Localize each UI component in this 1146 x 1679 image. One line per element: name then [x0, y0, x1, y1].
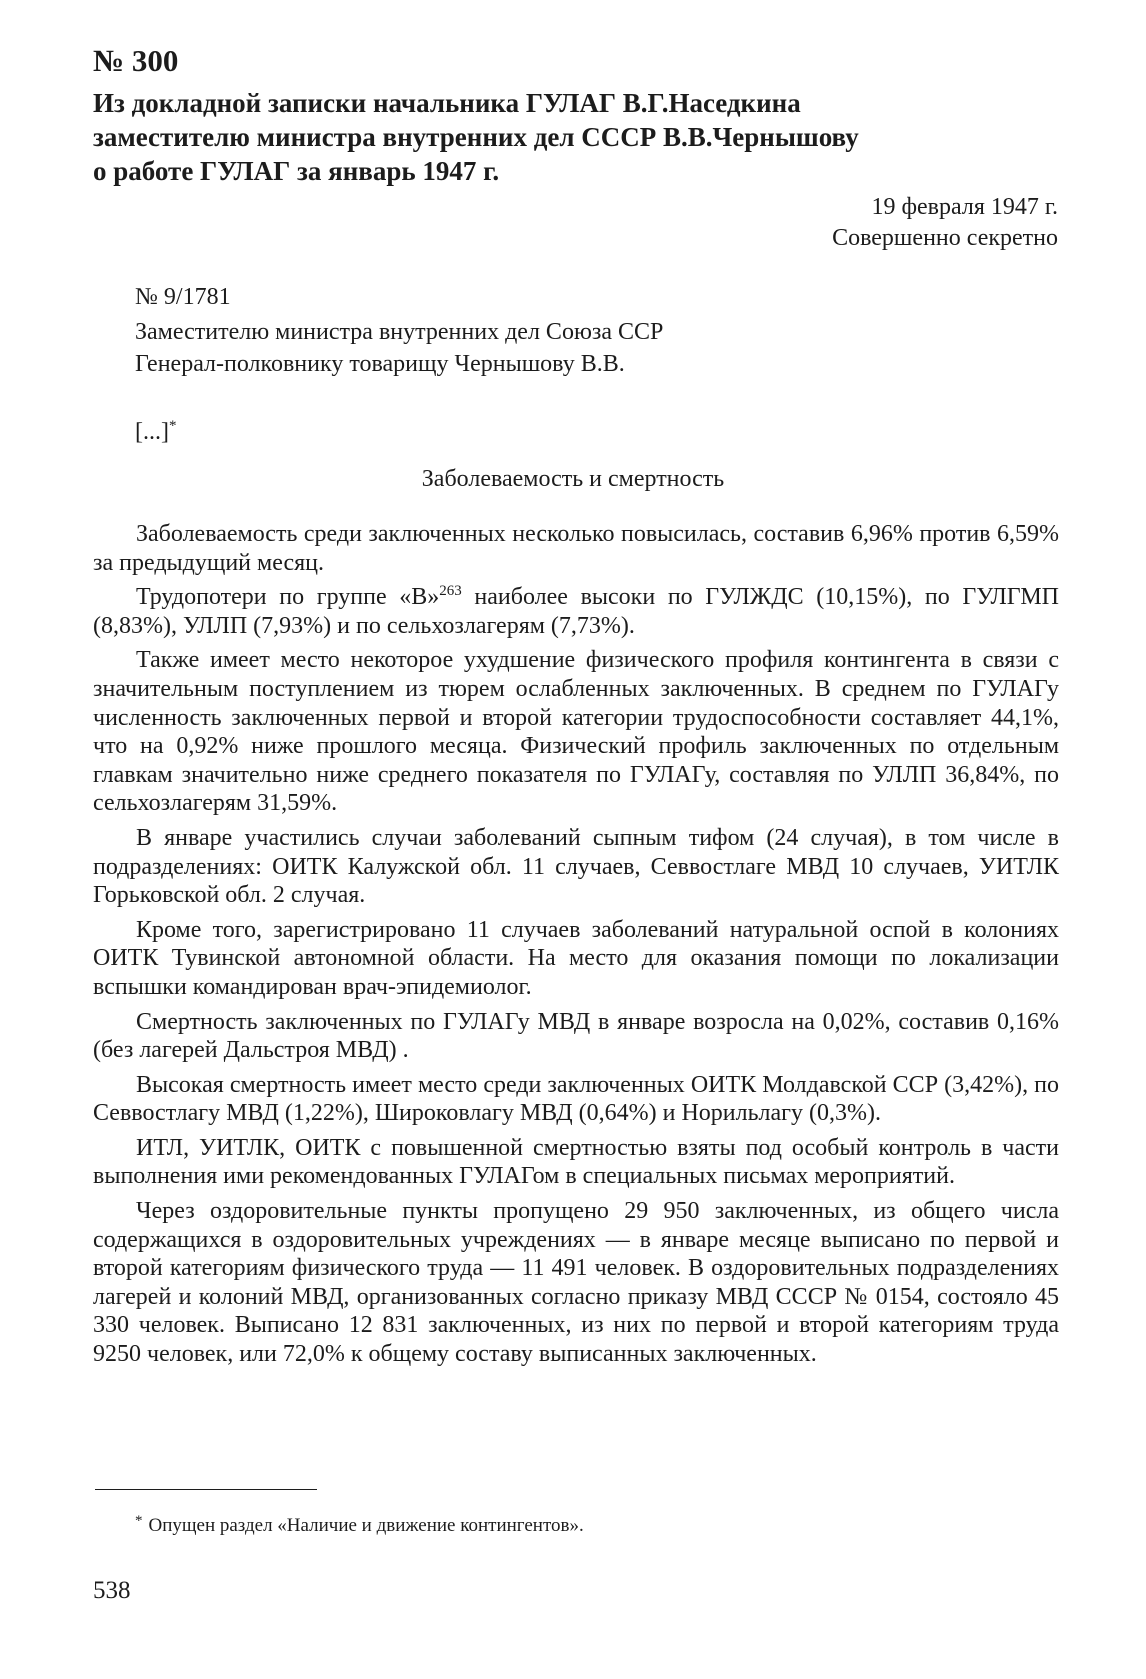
- date-block: [832, 192, 1058, 254]
- paragraph: Смертность заключенных по ГУЛАГу МВД в январе возросла на 0,02%, составив 0,16% (без лагерей Дальстроя МВД) .: [93, 1008, 1059, 1064]
- document-title: [93, 86, 973, 188]
- omission-footnote-ref: *: [168, 418, 177, 434]
- paragraph: [93, 583, 1059, 640]
- footnote-mark: *: [135, 1513, 143, 1529]
- addressee-line: Заместителю министра внутренних дел Союза ССР: [135, 319, 664, 345]
- paragraph: Через оздоровительные пункты пропущено 29 950 заключенных, из общего числа содержащихся в оздоровительных учреждениях — в январе месяце выписано по первой и второй категориям физического труда — 11 491 человек. В оздоровительных подразделениях лагерей и колоний МВД, организованных согласно приказу МВД СССР № 0154, состояло 45 330 человек. Выписано 12 831 заключенных, из них по первой и второй категориям труда 9250 человек, или 72,0% к общему составу выписанных заключенных.: [93, 1198, 1059, 1368]
- paragraph: Также имеет место некоторое ухудшение физического профиля контингента в связи с значительным поступлением из тюрем ослабленных заключенных. В среднем по ГУЛАГу численность заключенных первой и второй категории трудоспособности составляет 44,1%, что на 0,92% ниже прошлого месяца. Физический профиль заключенных по отдельным главкам значительно ниже среднего показателя по ГУЛАГу, составляя по УЛЛП 36,84%, по сельхозлагерям 31,59%.: [93, 647, 1059, 817]
- paragraph: ИТЛ, УИТЛК, ОИТК с повышенной смертностью взяты под особый контроль в части выполнения ими рекомендованных ГУЛАГом в специальных письмах мероприятий.: [93, 1134, 1059, 1190]
- document-date: 19 февраля 1947 г.: [871, 194, 1058, 220]
- section-heading: Заболеваемость и смертность: [421, 466, 725, 492]
- omission-marker: [135, 411, 176, 447]
- footnote-divider: [95, 1489, 317, 1490]
- document-number: № 300: [93, 43, 179, 78]
- endnote-ref: 263: [439, 583, 462, 600]
- classification-label: Совершенно секретно: [832, 225, 1058, 251]
- omission-text: [...]: [135, 419, 169, 445]
- body-text: [93, 520, 1059, 1375]
- footnote: [135, 1509, 584, 1538]
- addressee-block: [135, 316, 663, 380]
- paragraph: Заболеваемость среди заключенных несколько повысилась, составив 6,96% против 6,59% за предыдущий месяц.: [93, 521, 1059, 576]
- paragraph-text: наиболее высоки по ГУЛЖДС (10,15%), по ГУЛГМП (8,83%), УЛЛП (7,93%) и по сельхозлагерям (7,73%).: [93, 584, 1060, 639]
- title-line: заместителю министра внутренних дел СССР В.В.Чернышову: [93, 122, 859, 152]
- paragraph: В январе участились случаи заболеваний сыпным тифом (24 случая), в том числе в подразделениях: ОИТК Калужской обл. 11 случаев, Севвостлаге МВД 10 случаев, УИТЛК Горьковской обл. 2 случая.: [93, 824, 1059, 909]
- title-line: Из докладной записки начальника ГУЛАГ В.Г.Наседкина: [93, 88, 801, 118]
- paragraph: Высокая смертность имеет место среди заключенных ОИТК Молдавской ССР (3,42%), по Севвостлагу МВД (1,22%), Широковлагу МВД (0,64%) и Норильлагу (0,3%).: [93, 1071, 1059, 1127]
- addressee-line: Генерал-полковнику товарищу Чернышову В.В.: [135, 351, 625, 377]
- registration-number: № 9/1781: [135, 284, 231, 310]
- footnote-text: Опущен раздел «Наличие и движение контингентов».: [148, 1515, 584, 1536]
- title-line: о работе ГУЛАГ за январь 1947 г.: [93, 156, 500, 186]
- page-number: 538: [93, 1577, 131, 1604]
- paragraph-text: Трудопотери по группе «В»: [136, 584, 440, 611]
- paragraph: Кроме того, зарегистрировано 11 случаев заболеваний натуральной оспой в колониях ОИТК Тувинской автономной области. На место для оказания помощи по локализации вспышки командирован врач-эпидемиолог.: [93, 916, 1059, 1000]
